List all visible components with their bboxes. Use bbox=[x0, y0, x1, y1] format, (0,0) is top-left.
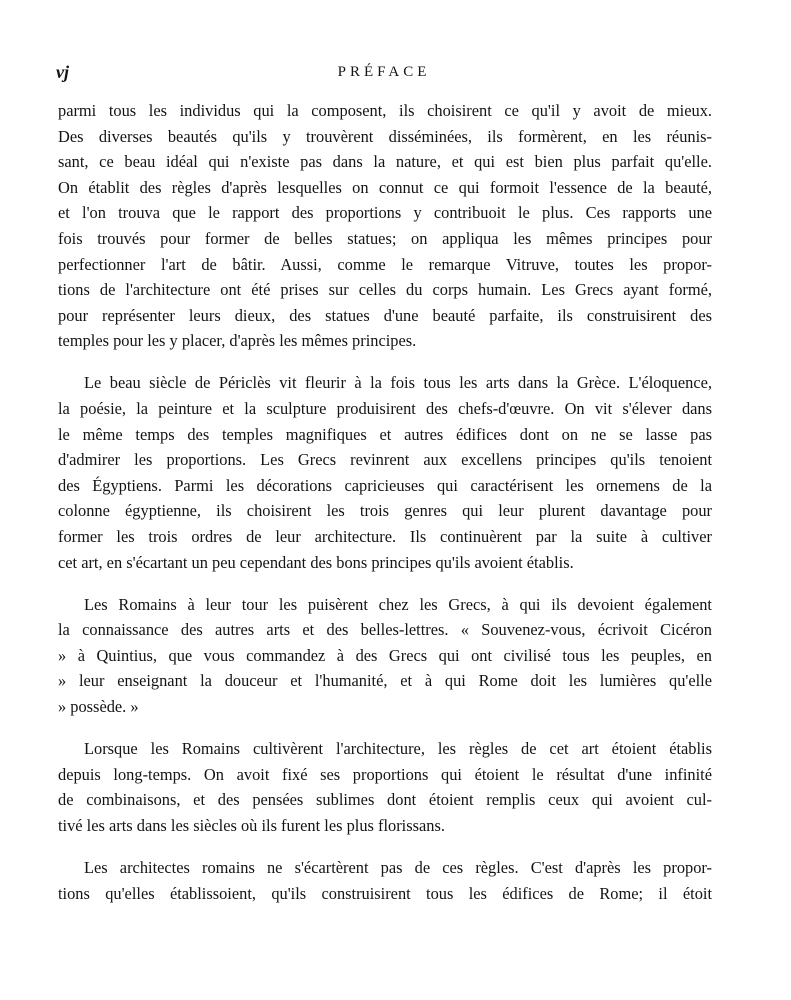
text-line: On établit des règles d'après lesquelles on connut ce qui formoit l'essence de la beauté, bbox=[58, 177, 712, 197]
text-line: Les Romains à leur tour les puisèrent chez les Grecs, à qui ils devoient également bbox=[84, 594, 712, 614]
paragraph bbox=[58, 855, 712, 906]
text-line: tivé les arts dans les siècles où ils furent les plus florissans. bbox=[58, 815, 445, 835]
text-line: pour représenter leurs dieux, des statues d'une beauté parfaite, ils construisirent des bbox=[58, 305, 712, 325]
text-line: Les architectes romains ne s'écartèrent pas de ces règles. C'est d'après les propor- bbox=[84, 858, 712, 878]
body-text bbox=[58, 98, 712, 923]
page-header bbox=[56, 62, 712, 86]
text-line: tions de l'architecture ont été prises sur celles du corps humain. Les Grecs ayant formé, bbox=[58, 280, 712, 300]
text-line: tions qu'elles établissoient, qu'ils construisirent tous les édifices de Rome; il étoit bbox=[58, 883, 712, 903]
text-line: cet art, en s'écartant un peu cependant des bons principes qu'ils avoient établis. bbox=[58, 552, 574, 572]
page-number: vj bbox=[56, 62, 69, 82]
text-line: perfectionner l'art de bâtir. Aussi, comme le remarque Vitruve, toutes les propor- bbox=[58, 254, 712, 274]
text-line: depuis long-temps. On avoit fixé ses proportions qui étoient le résultat d'une infinité bbox=[58, 764, 712, 784]
paragraph bbox=[58, 736, 712, 838]
text-line: fois trouvés pour former de belles statues; on appliqua les mêmes principes pour bbox=[58, 228, 712, 248]
paragraph bbox=[58, 592, 712, 720]
text-line: la connaissance des autres arts et des belles-lettres. « Souvenez-vous, écrivoit Cicéron bbox=[58, 620, 712, 640]
text-line: » possède. » bbox=[58, 697, 139, 717]
text-line: de combinaisons, et des pensées sublimes dont étoient remplis ceux qui avoient cul- bbox=[58, 790, 712, 810]
text-line: le même temps des temples magnifiques et autres édifices dont on ne se lasse pas bbox=[58, 424, 712, 444]
paragraph bbox=[58, 98, 712, 354]
text-line: Des diverses beautés qu'ils y trouvèrent disséminées, ils formèrent, en les réunis- bbox=[58, 126, 712, 146]
text-line: » leur enseignant la douceur et l'humanité, et à qui Rome doit les lumières qu'elle bbox=[58, 671, 712, 691]
text-line: la poésie, la peinture et la sculpture produisirent des chefs-d'œuvre. On vit s'élever dans bbox=[58, 399, 712, 419]
text-line: temples pour les y placer, d'après les mêmes principes. bbox=[58, 331, 417, 351]
text-line: d'admirer les proportions. Les Grecs revinrent aux excellens principes qu'ils tenoient bbox=[58, 450, 712, 470]
text-line: des Égyptiens. Parmi les décorations capricieuses qui caractérisent les ornemens de la bbox=[58, 475, 712, 495]
text-line: colonne égyptienne, ils choisirent les trois genres qui leur plurent davantage pour bbox=[58, 501, 712, 521]
paragraph bbox=[58, 370, 712, 575]
text-line: Le beau siècle de Périclès vit fleurir à la fois tous les arts dans la Grèce. L'éloquence, bbox=[84, 373, 712, 393]
text-line: sant, ce beau idéal qui n'existe pas dans la nature, et qui est bien plus parfait qu'elle. bbox=[58, 152, 712, 172]
running-title: PRÉFACE bbox=[337, 64, 431, 80]
text-line: parmi tous les individus qui la composent, ils choisirent ce qu'il y avoit de mieux. bbox=[58, 101, 712, 120]
text-line: et l'on trouva que le rapport des proportions y contribuoit le plus. Ces rapports une bbox=[58, 203, 712, 223]
text-line: Lorsque les Romains cultivèrent l'architecture, les règles de cet art étoient établis bbox=[84, 739, 712, 759]
text-line: former les trois ordres de leur architecture. Ils continuèrent par la suite à cultiver bbox=[58, 527, 712, 546]
text-line: » à Quintius, que vous commandez à des Grecs qui ont civilisé tous les peuples, en bbox=[58, 645, 712, 665]
